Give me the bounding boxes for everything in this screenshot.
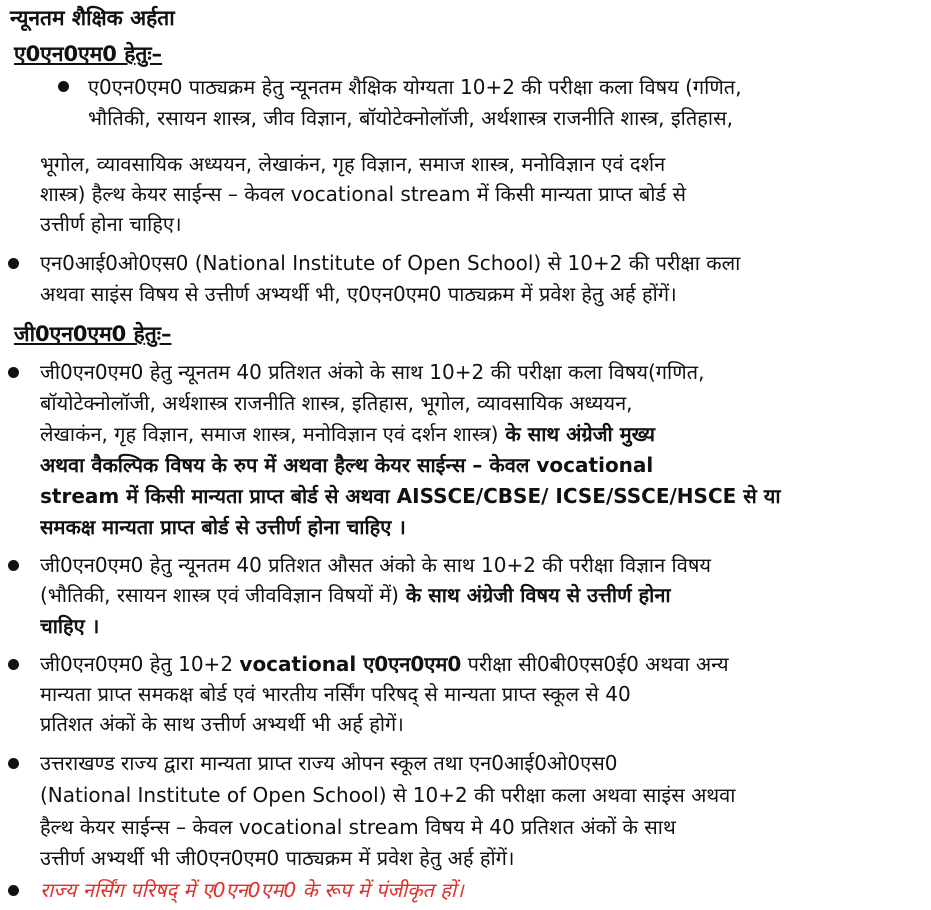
gnm-item-4-line-3: हैल्थ केयर साईन्स – केवल vocational stream विषय मे 40 प्रतिशत अंकों के साथ (40, 815, 676, 839)
anm-item-2-line-2: अथवा साइंस विषय से उत्तीर्ण अभ्यर्थी भी, ए0एन0एम0 पाठ्यक्रम में प्रवेश हेतु अर्ह होंगें। (40, 282, 677, 306)
bullet-dot (8, 659, 19, 670)
gnm-item-4-line-2: (National Institute of Open School) से 10+2 की परीक्षा कला अथवा साइंस अथवा (40, 783, 736, 807)
anm-heading: ए0एन0एम0 हेतुः– (14, 42, 163, 66)
gnm-item-1-line-5: stream में किसी मान्यता प्राप्त बोर्ड से अथवा AISSCE/CBSE/ ICSE/SSCE/HSCE से या (40, 484, 781, 508)
gnm-item-1-line-2: बॉयोटेक्नोलॉजी, अर्थशास्त्र राजनीति शास्त्र, इतिहास, भूगोल, व्यावसायिक अध्ययन, (40, 391, 633, 415)
bullet-dot (8, 258, 19, 269)
gnm-item-3-line-1-text: जी0एन0एम0 हेतु 10+2 (40, 652, 240, 676)
anm-item-1-line-1: ए0एन0एम0 पाठ्यक्रम हेतु न्यूनतम शैक्षिक योग्यता 10+2 की परीक्षा कला विषय (गणित, (88, 75, 742, 99)
gnm-item-2-line-1: जी0एन0एम0 हेतु न्यूनतम 40 प्रतिशत औसत अंको के साथ 10+2 की परीक्षा विज्ञान विषय (40, 553, 712, 577)
anm-item-2-line-1: एन0आई0ओ0एस0 (National Institute of Open School) से 10+2 की परीक्षा कला (40, 251, 741, 275)
gnm-item-1-line-4: अथवा वैकल्पिक विषय के रुप में अथवा हैल्थ केयर साईन्स – केवल vocational (40, 453, 654, 477)
gnm-item-3-line-3: प्रतिशत अंकों के साथ उत्तीर्ण अभ्यर्थी भी अर्ह होगें। (40, 712, 404, 736)
gnm-item-2-line-3: चाहिए । (40, 614, 100, 638)
gnm-item-1-line-1: जी0एन0एम0 हेतु न्यूनतम 40 प्रतिशत अंको के साथ 10+2 की परीक्षा कला विषय(गणित, (40, 360, 705, 384)
bullet-dot (8, 758, 19, 769)
gnm-item-2-line-2 (40, 580, 925, 610)
page-title: न्यूनतम शैक्षिक अर्हता (10, 6, 175, 30)
gnm-item-3-line-2: मान्यता प्राप्त समकक्ष बोर्ड एवं भारतीय नर्सिंग परिषद् से मान्यता प्राप्त स्कूल से 40 (40, 682, 631, 706)
gnm-item-3-line-1-bold: vocational ए0एन0एम0 (239, 652, 462, 676)
gnm-item-4-line-1: उत्तराखण्ड राज्य द्वारा मान्यता प्राप्त राज्य ओपन स्कूल तथा एन0आई0ओ0एस0 (40, 751, 618, 775)
anm-item-1-line-5: उत्तीर्ण होना चाहिए। (40, 212, 182, 236)
gnm-item-2-line-2-text: (भौतिकी, रसायन शास्त्र एवं जीवविज्ञान विषयों में) (40, 583, 399, 607)
gnm-item-2-line-2-bold: के साथ अंग्रेजी विषय से उत्तीर्ण होना (398, 583, 671, 607)
gnm-item-4-line-4: उत्तीर्ण अभ्यर्थी भी जी0एन0एम0 पाठ्यक्रम में प्रवेश हेतु अर्ह होंगें। (40, 846, 515, 870)
anm-item-1-line-4: शास्त्र) हैल्थ केयर साईन्स – केवल vocational stream में किसी मान्यता प्राप्त बोर्ड से (40, 182, 687, 206)
bullet-dot (8, 560, 19, 571)
gnm-item-1-line-3-bold: के साथ अंग्रेजी मुख्य (498, 422, 655, 446)
bullet-dot (8, 885, 19, 896)
gnm-item-1-line-3 (40, 419, 925, 449)
gnm-item-3-line-1 (40, 649, 925, 679)
gnm-item-3-line-1-rest: परीक्षा सी0बी0एस0ई0 अथवा अन्य (461, 652, 729, 676)
gnm-item-5-line-1: राज्य नर्सिंग परिषद् में ए0एन0एम0 के रूप में पंजीकृत हों। (40, 878, 464, 902)
bullet-dot (8, 367, 19, 378)
gnm-heading: जी0एन0एम0 हेतुः– (14, 322, 172, 346)
gnm-item-1-line-3-text: लेखाकंन, गृह विज्ञान, समाज शास्त्र, मनोविज्ञान एवं दर्शन शास्त्र) (40, 422, 499, 446)
gnm-item-1-line-6: समकक्ष मान्यता प्राप्त बोर्ड से उत्तीर्ण होना चाहिए । (40, 515, 406, 539)
anm-item-1-line-2: भौतिकी, रसायन शास्त्र, जीव विज्ञान, बॉयोटेक्नोलॉजी, अर्थशास्त्र राजनीति शास्त्र, इतिहास, (88, 106, 733, 130)
bullet-dot (58, 81, 69, 92)
anm-item-1-line-3: भूगोल, व्यावसायिक अध्ययन, लेखाकंन, गृह विज्ञान, समाज शास्त्र, मनोविज्ञान एवं दर्शन (40, 152, 666, 176)
